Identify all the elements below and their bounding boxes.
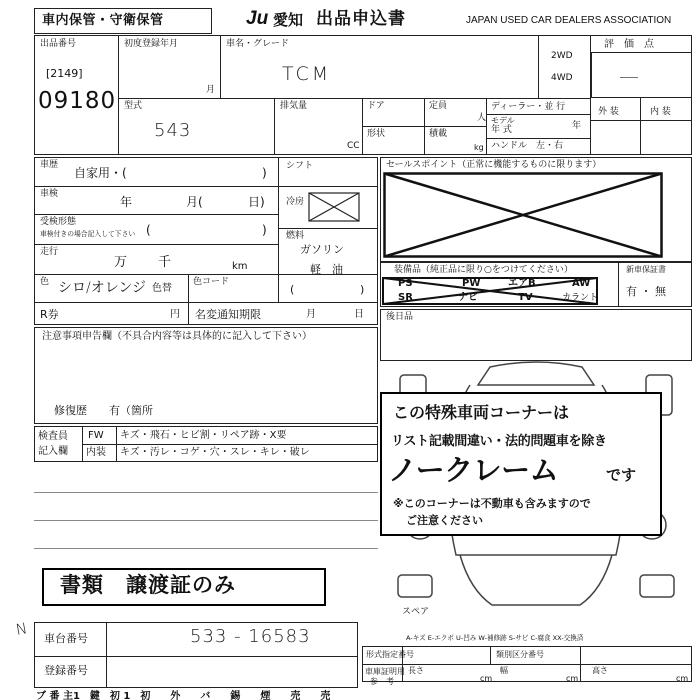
- inspector-fw-text: キズ・飛石・ヒビ割・リペア跡・X要: [120, 430, 287, 441]
- after-items-section: [380, 309, 692, 361]
- evaluation-box: [591, 52, 692, 98]
- equip-tv: TV: [518, 292, 533, 303]
- vehicle-info-section: [34, 157, 378, 325]
- title-change-month: 月: [306, 309, 316, 320]
- equip-pw: PW: [462, 278, 481, 289]
- color-label: 色: [40, 277, 50, 287]
- inspection-month: 月(: [186, 195, 203, 209]
- lot-number-bracket: [2149]: [46, 67, 83, 80]
- special-line-1: この特殊車両コーナーは: [393, 403, 570, 422]
- form-title: 出品申込書: [316, 9, 406, 29]
- width-unit: cm: [566, 674, 579, 683]
- class-number-label: 類別区分番号: [496, 650, 544, 659]
- handle-side: ハンドル 左・右: [491, 141, 564, 151]
- fuel-label: 燃料: [286, 231, 305, 241]
- displacement-label: 排気量: [280, 101, 308, 111]
- registration-number-label: 登録番号: [44, 664, 88, 677]
- special-line-3b: です: [606, 466, 637, 484]
- notes-label: 注意事項申告欄（不具合内容等は具体的に記入して下さい）: [42, 331, 312, 342]
- special-line-4: ※このコーナーは不動車も含みますので: [393, 497, 591, 510]
- history-label: 車歴: [40, 160, 59, 170]
- mileage-km: km: [232, 261, 248, 272]
- selling-point-title: セールスポイント（正常に機能するものに限ります）: [386, 160, 602, 170]
- registration-form-close: ): [262, 223, 267, 237]
- equip-airbag: エアB: [508, 278, 536, 289]
- length-label: 長さ: [408, 666, 424, 675]
- first-registration-label: 初度登録年月: [124, 39, 179, 49]
- cooling-crossed-box: [308, 192, 360, 222]
- fuel-paren-close: ): [360, 283, 365, 296]
- inspection-year: 年: [120, 195, 133, 209]
- cooling-label: 冷房: [286, 197, 305, 207]
- fuel-paren-open: (: [290, 283, 295, 296]
- displacement-unit: CC: [347, 141, 360, 151]
- selling-point-crossed-box: [383, 172, 663, 258]
- load-label: 積載: [429, 129, 448, 139]
- mileage-sen: 千: [158, 255, 172, 270]
- history-close: ): [262, 166, 267, 180]
- ju-logo: Ju: [246, 8, 269, 29]
- capacity-unit: 人: [477, 113, 487, 123]
- title-change-day: 日: [354, 309, 364, 320]
- r-ticket-yen: 円: [170, 309, 180, 320]
- after-items-label: 後日品: [386, 312, 414, 322]
- history-value: 自家用・(: [74, 166, 127, 180]
- inspector-interior-label: 内装: [86, 447, 106, 458]
- inspector-interior-text: キズ・汚レ・コゲ・穴・スレ・キレ・破レ: [120, 447, 310, 458]
- fuel-light-oil: 軽 油: [310, 263, 343, 276]
- drive-4wd: 4WD: [551, 73, 573, 83]
- inspection-label: 車検: [40, 189, 59, 199]
- title-change-label: 名変通知期限: [195, 308, 261, 321]
- footer-row: ブ 番 主1 鍵 初 1 初 外 バ 錫 煙 売 売: [36, 691, 331, 700]
- inspector-label-2: 記入欄: [38, 446, 68, 457]
- special-line-2: リスト記載間違い・法的問題車を除き: [391, 434, 607, 449]
- shape-label: 形状: [367, 129, 386, 139]
- equipment-crossed-box: [382, 277, 598, 305]
- model-year-label-a: モデル: [491, 116, 515, 125]
- equip-navi: ナビ: [458, 292, 478, 303]
- first-registration-month: 月: [206, 85, 216, 95]
- load-unit: kg: [474, 143, 484, 152]
- interior-label: 内 装: [650, 107, 671, 117]
- registration-form-open: (: [146, 223, 151, 237]
- evaluation-value: ―: [620, 66, 639, 87]
- model-type-value: 543: [154, 120, 192, 141]
- car-name-value: TCM: [282, 63, 332, 85]
- equipment-title: 装備品（純正品に限り○をつけてください）: [394, 265, 573, 275]
- mileage-man: 万: [114, 255, 128, 270]
- equip-aw: AW: [572, 278, 591, 289]
- registration-form-note: 車検付きの場合記入して下さい: [40, 230, 136, 238]
- width-label: 幅: [500, 666, 508, 675]
- chassis-mark: N: [14, 619, 30, 639]
- shift-label: シフト: [286, 161, 314, 171]
- evaluation-label: 評 価 点: [604, 39, 654, 50]
- lot-number-label: 出品番号: [40, 39, 77, 49]
- warranty-value: 有 ・ 無: [626, 285, 666, 298]
- warranty-label: 新車保証書: [626, 265, 666, 274]
- inspector-fw-label: FW: [88, 430, 104, 441]
- form-number-label: 形式指定番号: [366, 650, 414, 659]
- mileage-label: 走行: [40, 247, 59, 257]
- registration-form-label: 受検形態: [40, 217, 77, 227]
- door-label: ドア: [367, 101, 385, 111]
- equip-color-tv: カラント: [562, 293, 599, 303]
- org-name: 愛知: [273, 11, 304, 29]
- special-line-5: ご注意ください: [406, 514, 483, 527]
- damage-legend: A-キズ E-エクボ U-凹み W-補修跡 S-サビ C-腐食 XX-交換済: [406, 634, 584, 642]
- height-unit: cm: [676, 674, 689, 683]
- spare-label: スペア: [402, 607, 430, 617]
- dealer-parallel: ディーラー・並 行: [491, 102, 566, 112]
- documents-label: 書類 譲渡証のみ: [60, 573, 236, 597]
- repair-history: 修復歴 有（箇所: [54, 404, 153, 417]
- capacity-label: 定員: [429, 101, 448, 111]
- inspection-day: 日): [248, 195, 265, 209]
- equip-sr: SR: [398, 292, 413, 303]
- color-value: シロ/オレンジ: [58, 280, 147, 296]
- color-change: 色替: [152, 283, 172, 294]
- garage-cert-label: 車庫証明用: [365, 667, 405, 676]
- association-name: JAPAN USED CAR DEALERS ASSOCIATION: [466, 15, 672, 26]
- exterior-label: 外 装: [598, 107, 619, 117]
- chassis-label: 車台番号: [44, 632, 88, 645]
- length-unit: cm: [480, 674, 493, 683]
- garage-cert-ref: 参 考: [370, 677, 394, 686]
- special-line-3a: ノークレーム: [388, 453, 559, 487]
- fuel-gasoline: ガソリン: [300, 243, 344, 256]
- lot-number: 09180: [38, 88, 117, 114]
- model-year-unit: 年: [572, 121, 582, 131]
- chassis-value: 533 - 16583: [190, 626, 311, 647]
- color-code-label: 色コード: [193, 277, 230, 287]
- model-year-label-b: 年 式: [491, 125, 512, 135]
- inspector-label-1: 検査員: [38, 431, 68, 442]
- car-name-label: 車名・グレード: [226, 39, 290, 49]
- height-label: 高さ: [592, 666, 608, 675]
- r-ticket-label: R券: [40, 308, 59, 321]
- drive-2wd: 2WD: [551, 51, 573, 61]
- storage-label: 車内保管・守衛保管: [42, 13, 164, 28]
- model-type-label: 型式: [124, 101, 143, 111]
- equip-ps: PS: [398, 278, 413, 289]
